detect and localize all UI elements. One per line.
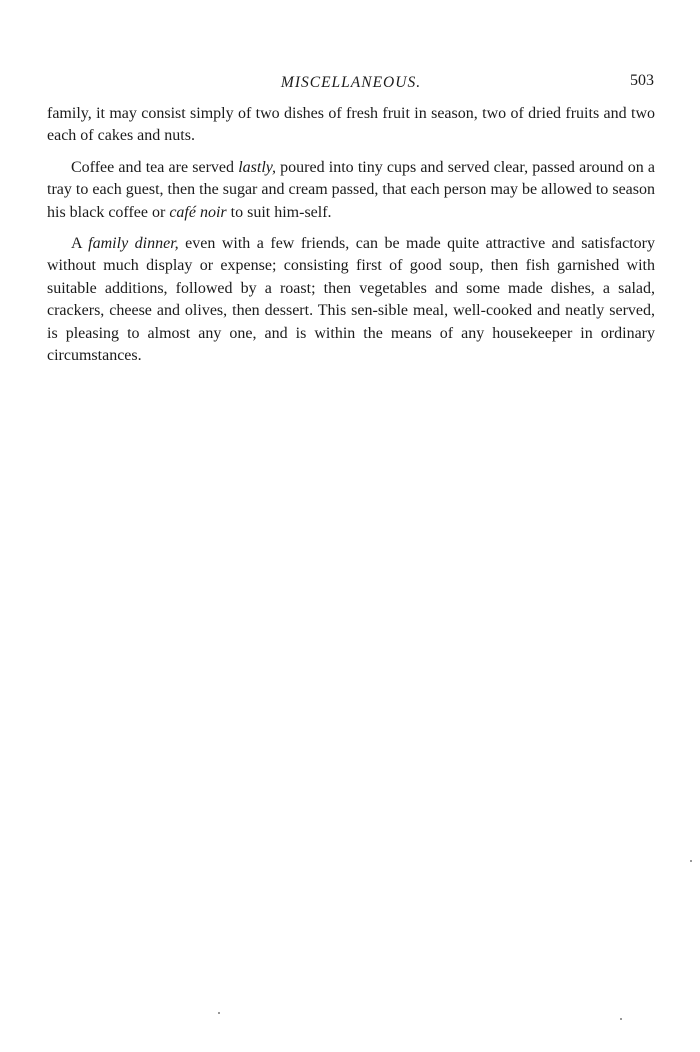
text-run: family, it may consist simply of two dishes of fresh fruit in season, two of dried fruits and two each of cakes and nuts. xyxy=(47,105,655,145)
text-run: Coffee and tea are served xyxy=(71,158,239,176)
body-text xyxy=(47,103,655,376)
paragraph xyxy=(47,157,655,224)
italic-text: family dinner, xyxy=(88,235,179,253)
paper-speck xyxy=(218,1012,220,1014)
running-title: MISCELLANEOUS. xyxy=(280,74,422,91)
paper-speck xyxy=(690,860,692,862)
text-run: even with a few friends, can be made quite attractive and satisfactory without much display or expense; consisting first of good soup, then fish garnished with suitable additions, followed by a roast; then vegetables and some made dishes, a salad, crackers, cheese and olives, then dessert. This sen-sible meal, well-cooked and neatly served, is pleasing to almost any one, and is within the means of any housekeeper in ordinary circumstances. xyxy=(47,235,655,365)
italic-text: café noir xyxy=(169,203,227,221)
italic-text: lastly, xyxy=(238,158,276,176)
text-run: A xyxy=(71,235,89,253)
text-run: poured into tiny cups and served clear, passed around on a tray to each guest, then the sugar and cream passed, that each person may be allowed to season his black coffee or xyxy=(47,158,656,221)
text-run: to suit him-self. xyxy=(226,203,332,221)
paragraph xyxy=(47,103,655,148)
paragraph xyxy=(47,233,655,367)
paper-speck xyxy=(620,1018,622,1020)
page-number: 503 xyxy=(630,72,654,89)
running-head xyxy=(46,74,656,98)
